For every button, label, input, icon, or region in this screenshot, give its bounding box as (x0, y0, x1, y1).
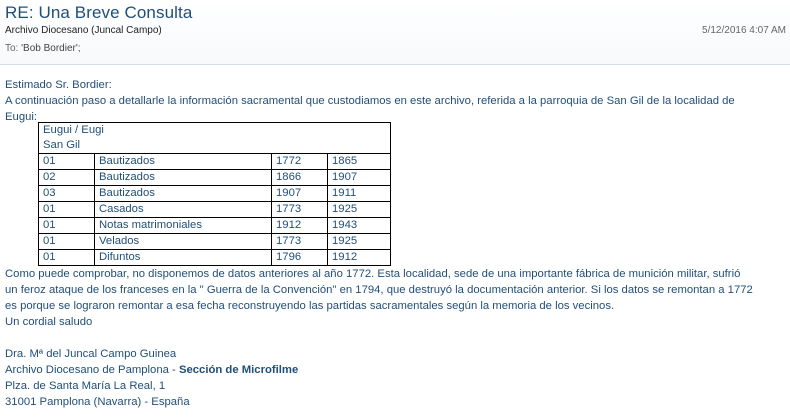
signature-address: Plza. de Santa María La Real, 1 (5, 380, 166, 392)
to-recipients[interactable]: 'Bob Bordier'; (21, 43, 81, 54)
cell-year-from: 1907 (272, 186, 328, 202)
cell-year-to: 1865 (328, 154, 391, 170)
table-header-row (39, 123, 391, 154)
cell-record-type: Casados (95, 202, 272, 218)
table-row (39, 218, 391, 234)
body-line-3: es porque se lograron remontar a esa fecha reconstruyendo las partidas sacramentales según la memoria de los vecinos. (5, 300, 615, 312)
greeting: Estimado Sr. Bordier: (5, 79, 112, 91)
cell-book-number: 01 (39, 154, 95, 170)
signature-name: Dra. Mª del Juncal Campo Guinea (5, 348, 177, 360)
cell-book-number: 02 (39, 170, 95, 186)
cell-book-number: 01 (39, 202, 95, 218)
intro-line-2: Eugui: (5, 111, 38, 123)
cell-year-from: 1773 (272, 234, 328, 250)
signature-section: Sección de Microfilme (178, 364, 299, 376)
message-body (0, 64, 790, 420)
cell-year-to: 1943 (328, 218, 391, 234)
closing-line: Un cordial saludo (5, 316, 93, 328)
cell-book-number: 01 (39, 250, 95, 266)
table-row (39, 170, 391, 186)
cell-book-number: 01 (39, 234, 95, 250)
cell-record-type: Bautizados (95, 154, 272, 170)
sacramental-records-table (38, 122, 391, 266)
cell-year-from: 1866 (272, 170, 328, 186)
table-place: Eugui / Eugi (43, 124, 104, 136)
cell-year-from: 1773 (272, 202, 328, 218)
cell-year-from: 1772 (272, 154, 328, 170)
email-date: 5/12/2016 4:07 AM (702, 25, 786, 36)
table-row (39, 202, 391, 218)
cell-year-to: 1925 (328, 234, 391, 250)
email-sender[interactable]: Archivo Diocesano (Juncal Campo) (5, 25, 162, 36)
body-line-2: un feroz ataque de los franceses en la " Guerra de la Convención" en 1794, que destruyó la documentación anterior. Si los datos se remontan a 1772 (5, 284, 753, 296)
cell-record-type: Bautizados (95, 170, 272, 186)
cell-year-to: 1907 (328, 170, 391, 186)
table-header-cell (39, 123, 391, 154)
table-row (39, 250, 391, 266)
table-row (39, 234, 391, 250)
signature-city: 31001 Pamplona (Navarra) - España (5, 396, 190, 408)
cell-year-to: 1911 (328, 186, 391, 202)
cell-year-from: 1796 (272, 250, 328, 266)
cell-year-to: 1925 (328, 202, 391, 218)
cell-book-number: 03 (39, 186, 95, 202)
cell-record-type: Velados (95, 234, 272, 250)
body-line-1: Como puede comprobar, no disponemos de datos anteriores al año 1772. Esta localidad, sede de una importante fábrica de munición militar, sufrió (5, 268, 741, 280)
to-line (5, 43, 81, 54)
cell-book-number: 01 (39, 218, 95, 234)
intro-line-1: A continuación paso a detallarle la información sacramental que custodiamos en este archivo, referida a la parroquia de San Gil de la localidad de (5, 95, 735, 107)
table-row (39, 186, 391, 202)
cell-record-type: Bautizados (95, 186, 272, 202)
cell-year-to: 1912 (328, 250, 391, 266)
signature-org-text: Archivo Diocesano de Pamplona - (5, 364, 179, 376)
table-row (39, 154, 391, 170)
cell-record-type: Difuntos (95, 250, 272, 266)
to-label: To: (5, 43, 19, 54)
email-subject: RE: Una Breve Consulta (5, 3, 193, 22)
cell-year-from: 1912 (272, 218, 328, 234)
signature-organization (5, 362, 785, 378)
table-parish: San Gil (43, 139, 81, 151)
message-header (0, 0, 790, 65)
cell-record-type: Notas matrimoniales (95, 218, 272, 234)
